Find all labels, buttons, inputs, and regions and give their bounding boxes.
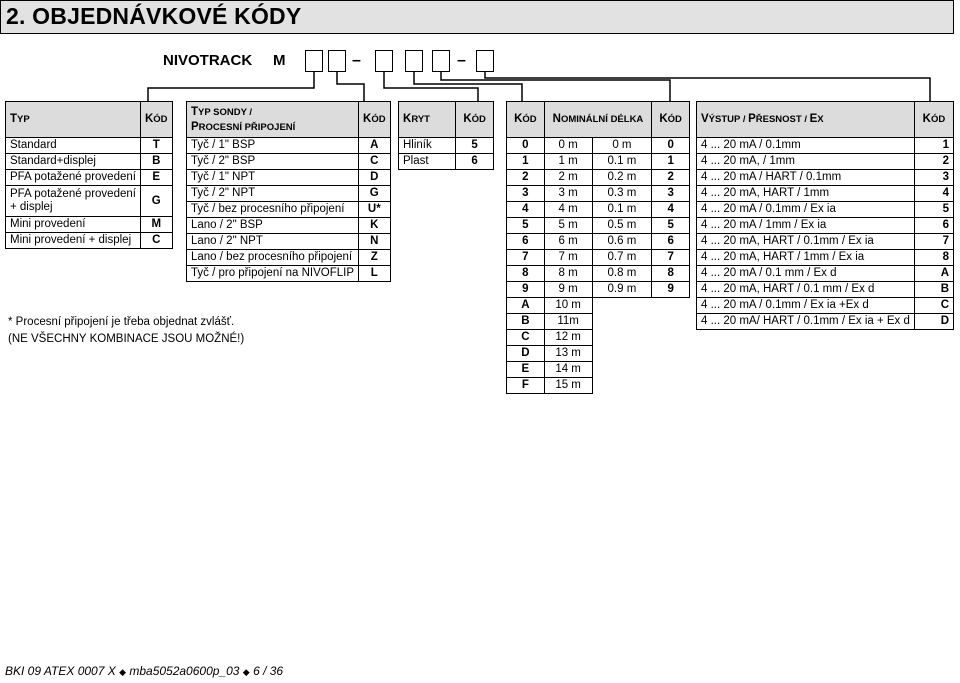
table-cell: 4 ... 20 mA/ HART / 0.1mm / Ex ia + Ex d (697, 314, 915, 330)
table-cell: 0.1 m (592, 202, 652, 218)
table-cell: KRYT (399, 102, 456, 138)
table-row (6, 138, 173, 154)
table-cell: KÓD (456, 102, 494, 138)
table-cell: 13 m (544, 346, 592, 362)
footer-page: 6 / 36 (253, 664, 284, 678)
table-cell: G (140, 186, 172, 217)
table-cell: KÓD (507, 102, 545, 138)
table-cell: 3 (914, 170, 953, 186)
table-header-row (507, 102, 690, 138)
table-cell (652, 298, 690, 314)
table-cell: 4 ... 20 mA, HART / 1mm (697, 186, 915, 202)
table-cell: Tyč / 2" NPT (187, 186, 359, 202)
table-cell: 7 (652, 250, 690, 266)
table-cell: 4 ... 20 mA / HART / 0.1mm (697, 170, 915, 186)
table-row (507, 314, 690, 330)
table-cell: 4 (507, 202, 545, 218)
table-row (697, 218, 954, 234)
table-row (6, 233, 173, 249)
table-row (187, 234, 391, 250)
table-cell: Lano / 2" NPT (187, 234, 359, 250)
table-cell: 5 (507, 218, 545, 234)
table-cell: VÝSTUP / PŘESNOST / EX (697, 102, 915, 138)
table-cell (652, 362, 690, 378)
table-row (6, 170, 173, 186)
table-row (507, 250, 690, 266)
table-row (507, 282, 690, 298)
product-name: NIVOTRACK (163, 52, 253, 69)
table-cell: NOMINÁLNÍ DÉLKA (544, 102, 652, 138)
table-cell: 4 ... 20 mA / 0.1mm / Ex ia +Ex d (697, 298, 915, 314)
table-cell: KÓD (140, 102, 172, 138)
kryt-table (398, 101, 494, 170)
table-cell (652, 330, 690, 346)
delka-table (506, 101, 690, 394)
table-row (697, 186, 954, 202)
table-cell: 2 (914, 154, 953, 170)
table-cell: 5 m (544, 218, 592, 234)
table-cell (652, 314, 690, 330)
table-cell: Mini provedení + displej (6, 233, 141, 249)
table-row (507, 154, 690, 170)
table-cell: Z (359, 250, 391, 266)
table-cell: 0 m (592, 138, 652, 154)
table-cell: C (359, 154, 391, 170)
table-cell: 6 (914, 218, 953, 234)
table-cell: 9 m (544, 282, 592, 298)
table-cell: KÓD (914, 102, 953, 138)
sonda-table (186, 101, 391, 282)
table-cell: B (507, 314, 545, 330)
table-cell: 3 m (544, 186, 592, 202)
table-cell: 5 (652, 218, 690, 234)
table-row (697, 314, 954, 330)
table-cell: Tyč / bez procesního připojení (187, 202, 359, 218)
table-cell: PFA potažené provedení (6, 170, 141, 186)
table-cell (592, 346, 652, 362)
table-cell: 0.6 m (592, 234, 652, 250)
table-cell: KÓD (652, 102, 690, 138)
table-cell: 5 (456, 138, 494, 154)
table-cell: 11m (544, 314, 592, 330)
table-cell: Standard+displej (6, 154, 141, 170)
table-cell: E (140, 170, 172, 186)
table-cell: 6 (456, 154, 494, 170)
note-procesni-pripojeni: * Procesní připojení je třeba objednat zvlášť. (8, 316, 235, 328)
table-header-row (697, 102, 954, 138)
table-cell: Standard (6, 138, 141, 154)
table-row (507, 218, 690, 234)
table-cell: B (140, 154, 172, 170)
footer-file: mba5052a0600p_03 (129, 664, 240, 678)
table-cell: C (914, 298, 953, 314)
table-cell: T (140, 138, 172, 154)
table-row (187, 218, 391, 234)
table-cell: Lano / 2" BSP (187, 218, 359, 234)
table-cell: N (359, 234, 391, 250)
table-row (6, 217, 173, 233)
table-cell (592, 330, 652, 346)
table-cell: 0 (652, 138, 690, 154)
table-cell (592, 378, 652, 394)
table-cell: D (507, 346, 545, 362)
table-cell: 2 m (544, 170, 592, 186)
table-cell (652, 346, 690, 362)
product-letter: M (273, 52, 286, 69)
table-row (187, 266, 391, 282)
table-row (187, 202, 391, 218)
table-cell: 14 m (544, 362, 592, 378)
code-dash-2: – (457, 52, 466, 69)
table-cell: 12 m (544, 330, 592, 346)
table-row (507, 186, 690, 202)
table-cell: Plast (399, 154, 456, 170)
table-cell: 3 (507, 186, 545, 202)
table-cell: 9 (507, 282, 545, 298)
table-cell (652, 378, 690, 394)
table-row (6, 186, 173, 217)
table-row (697, 266, 954, 282)
table-cell: B (914, 282, 953, 298)
table-header-row (187, 102, 391, 138)
table-cell: 0.3 m (592, 186, 652, 202)
table-header-row (6, 102, 173, 138)
note-kombinace: (NE VŠECHNY KOMBINACE JSOU MOŽNÉ!) (8, 333, 245, 345)
table-cell: KÓD (359, 102, 391, 138)
table-cell: 4 ... 20 mA, HART / 0.1 mm / Ex d (697, 282, 915, 298)
table-cell: 0.2 m (592, 170, 652, 186)
table-cell: 0.5 m (592, 218, 652, 234)
table-row (507, 138, 690, 154)
table-cell: U* (359, 202, 391, 218)
table-cell: 4 ... 20 mA / 0.1mm (697, 138, 915, 154)
table-cell: K (359, 218, 391, 234)
table-cell: C (140, 233, 172, 249)
table-cell: PFA potažené provedení + displej (6, 186, 141, 217)
table-cell: TYP SONDY / PROCESNÍ PŘIPOJENÍ (187, 102, 359, 138)
table-cell: E (507, 362, 545, 378)
table-cell: L (359, 266, 391, 282)
table-cell: F (507, 378, 545, 394)
table-cell: 4 ... 20 mA, HART / 0.1mm / Ex ia (697, 234, 915, 250)
table-cell: A (507, 298, 545, 314)
table-cell: G (359, 186, 391, 202)
table-cell: TYP (6, 102, 141, 138)
table-cell: Lano / bez procesního připojení (187, 250, 359, 266)
table-cell: 1 (914, 138, 953, 154)
table-row (187, 154, 391, 170)
table-cell: C (507, 330, 545, 346)
table-cell: 3 (652, 186, 690, 202)
table-row (507, 234, 690, 250)
table-row (507, 170, 690, 186)
table-row (187, 138, 391, 154)
table-cell: 2 (507, 170, 545, 186)
table-row (187, 186, 391, 202)
table-cell: 4 ... 20 mA, / 1mm (697, 154, 915, 170)
table-cell: 1 (652, 154, 690, 170)
table-cell (592, 314, 652, 330)
table-cell: 1 m (544, 154, 592, 170)
table-cell: Mini provedení (6, 217, 141, 233)
table-cell: A (914, 266, 953, 282)
code-dash-1: – (352, 52, 361, 69)
table-cell: Hliník (399, 138, 456, 154)
footer (5, 664, 283, 678)
table-row (507, 378, 690, 394)
table-row (697, 154, 954, 170)
table-row (697, 250, 954, 266)
table-cell: 4 m (544, 202, 592, 218)
table-row (697, 298, 954, 314)
vystup-table (696, 101, 954, 330)
table-cell: 5 (914, 202, 953, 218)
table-cell: 15 m (544, 378, 592, 394)
diamond-icon: ◆ (242, 667, 250, 677)
table-cell: 6 (652, 234, 690, 250)
table-cell: 4 ... 20 mA / 0.1 mm / Ex d (697, 266, 915, 282)
table-cell: D (914, 314, 953, 330)
footer-doc-id: BKI 09 ATEX 0007 X (5, 664, 116, 678)
table-cell: 0 m (544, 138, 592, 154)
table-row (507, 330, 690, 346)
table-row (697, 170, 954, 186)
table-cell: 6 (507, 234, 545, 250)
table-cell: 4 ... 20 mA, HART / 1mm / Ex ia (697, 250, 915, 266)
table-row (399, 138, 494, 154)
table-cell (592, 298, 652, 314)
table-row (507, 266, 690, 282)
table-cell: 7 m (544, 250, 592, 266)
table-cell: 0 (507, 138, 545, 154)
table-row (6, 154, 173, 170)
table-cell (592, 362, 652, 378)
table-row (507, 298, 690, 314)
table-row (697, 202, 954, 218)
table-cell: 8 m (544, 266, 592, 282)
table-cell: 8 (914, 250, 953, 266)
table-cell: 0.1 m (592, 154, 652, 170)
table-cell: 9 (652, 282, 690, 298)
table-cell: 0.8 m (592, 266, 652, 282)
table-row (697, 138, 954, 154)
table-cell: 4 ... 20 mA / 1mm / Ex ia (697, 218, 915, 234)
table-cell: 7 (507, 250, 545, 266)
table-cell: 0.9 m (592, 282, 652, 298)
table-cell: D (359, 170, 391, 186)
table-cell: 0.7 m (592, 250, 652, 266)
table-cell: 4 (652, 202, 690, 218)
table-cell: 8 (652, 266, 690, 282)
table-cell: 2 (652, 170, 690, 186)
table-row (697, 234, 954, 250)
table-cell: A (359, 138, 391, 154)
table-row (187, 170, 391, 186)
table-cell: Tyč / pro připojení na NIVOFLIP (187, 266, 359, 282)
table-cell: Tyč / 1" BSP (187, 138, 359, 154)
table-cell: 7 (914, 234, 953, 250)
table-cell: Tyč / 1" NPT (187, 170, 359, 186)
table-row (507, 346, 690, 362)
table-cell: 1 (507, 154, 545, 170)
table-row (697, 282, 954, 298)
diamond-icon: ◆ (119, 667, 126, 677)
table-cell: M (140, 217, 172, 233)
table-row (187, 250, 391, 266)
table-row (507, 362, 690, 378)
page-title: 2. OBJEDNÁVKOVÉ KÓDY (6, 3, 302, 29)
table-header-row (399, 102, 494, 138)
table-cell: 4 ... 20 mA / 0.1mm / Ex ia (697, 202, 915, 218)
table-cell: 4 (914, 186, 953, 202)
typ-table (5, 101, 173, 249)
table-row (507, 202, 690, 218)
table-row (399, 154, 494, 170)
table-cell: 10 m (544, 298, 592, 314)
table-cell: Tyč / 2" BSP (187, 154, 359, 170)
table-cell: 6 m (544, 234, 592, 250)
table-cell: 8 (507, 266, 545, 282)
